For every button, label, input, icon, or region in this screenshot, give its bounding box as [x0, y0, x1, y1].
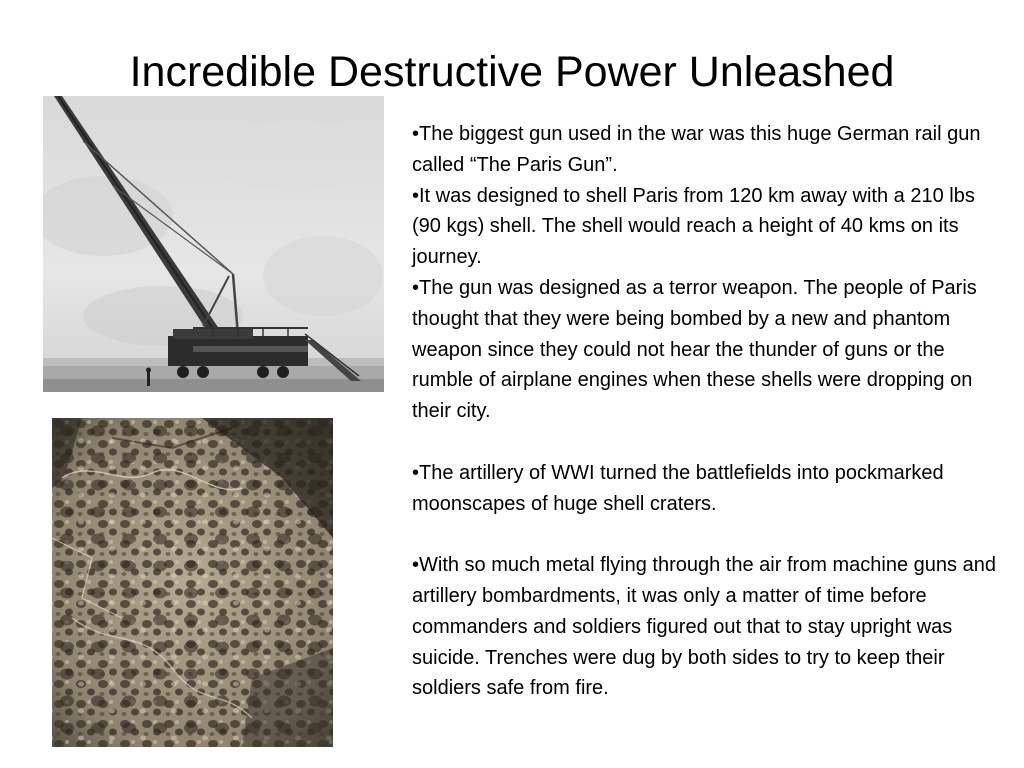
spacer [412, 519, 1002, 550]
slide-title: Incredible Destructive Power Unleashed [129, 48, 895, 96]
bullet-paris-gun: •The biggest gun used in the war was this huge German rail gun called “The Paris Gun”. [412, 123, 981, 176]
bullet-range: •It was designed to shell Paris from 120 km away with a 210 lbs (90 kgs) shell. The shell would reach a height of 40 kms on its journey. [412, 184, 975, 269]
bullet-craters: •The artillery of WWI turned the battlefields into pockmarked moonscapes of huge shell craters. [412, 461, 944, 515]
spacer [412, 427, 1002, 458]
paris-gun-photo [43, 96, 384, 392]
bullet-list [412, 119, 1002, 704]
aerial-craters-photo [52, 418, 333, 747]
bullet-terror-weapon: •The gun was designed as a terror weapon. The people of Paris thought that they were being bombed by a new and phantom weapon since they could not hear the thunder of guns or the rumble of airplane engines when these shells were dropping on their city. [412, 276, 977, 423]
bullet-trenches: •With so much metal flying through the air from machine guns and artillery bombardments, it was only a matter of time before commanders and soldiers figured out that to stay upright was suicide. Trenches were dug by both sides to try to keep their soldiers safe from fire. [412, 554, 996, 700]
